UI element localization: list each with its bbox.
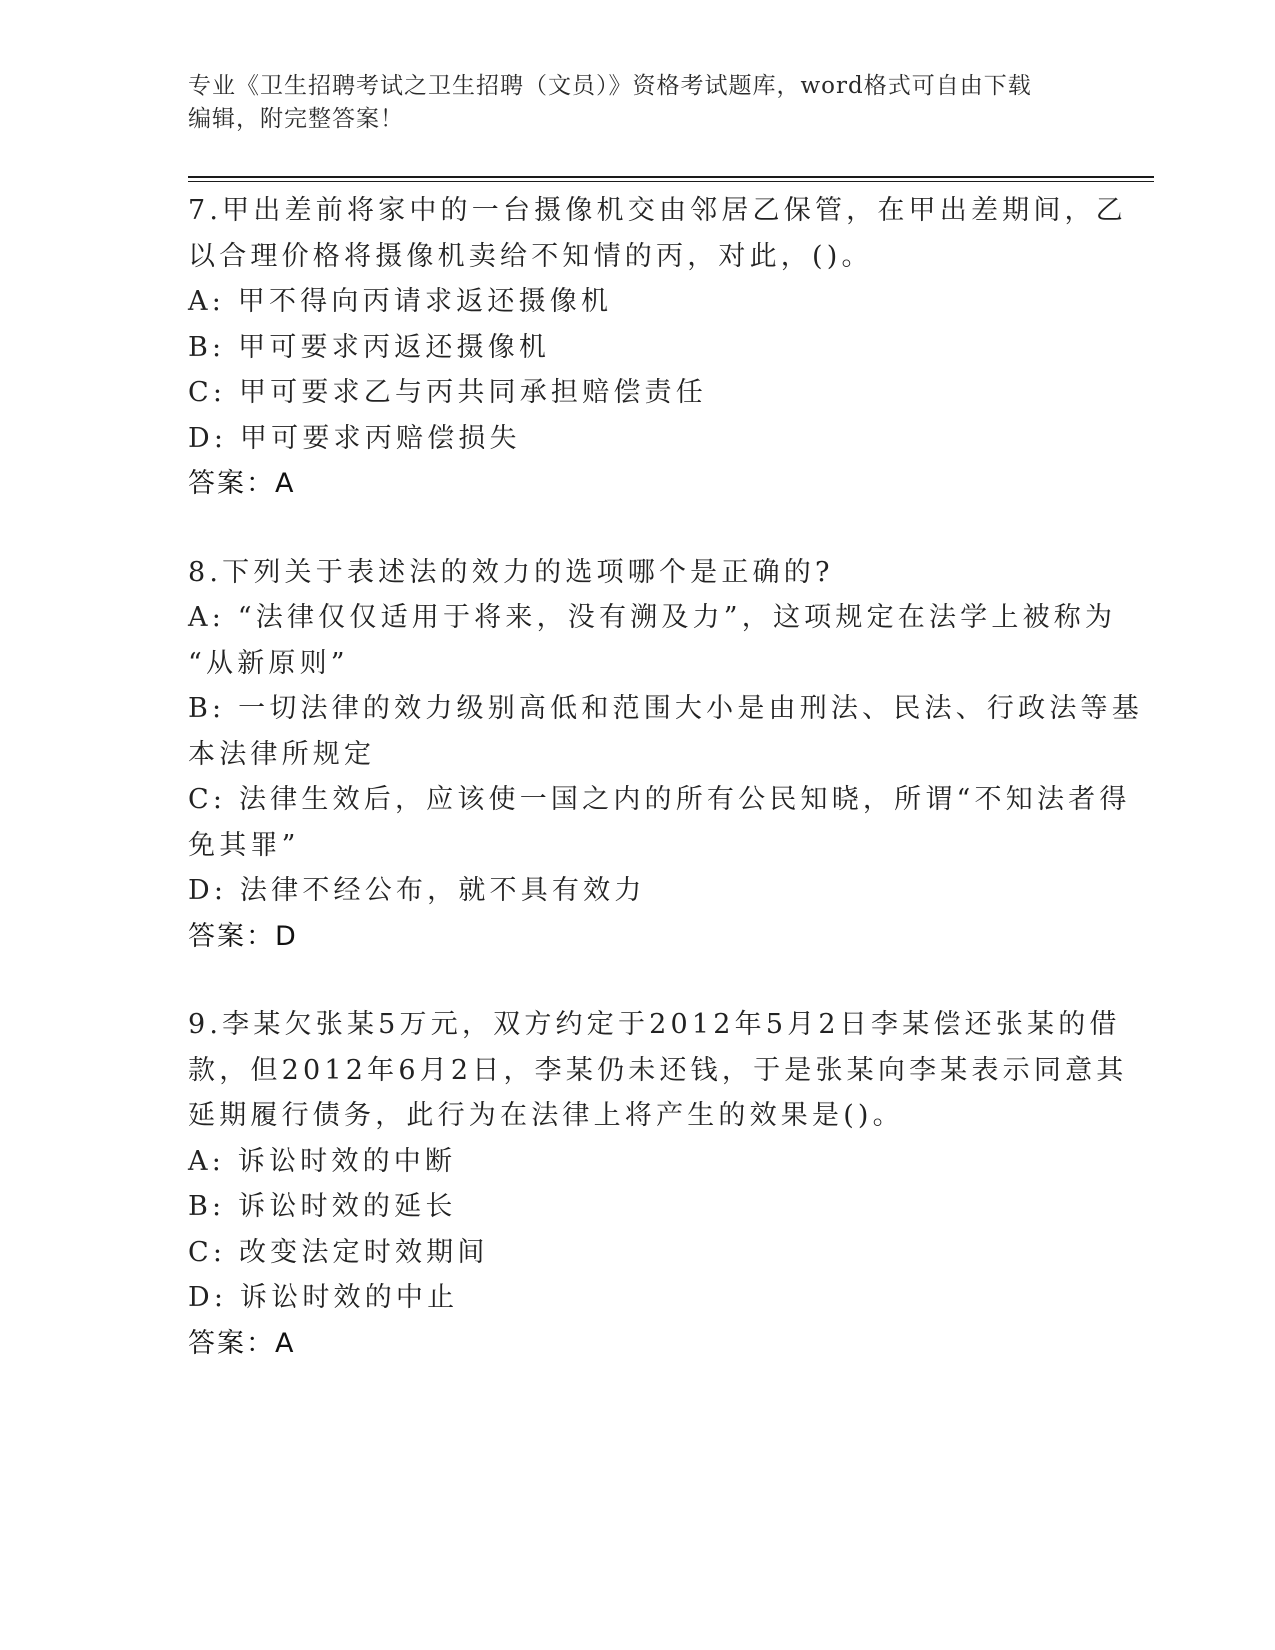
question-stem-line: 延期履行债务，此行为在法律上将产生的效果是()。 [188, 1100, 904, 1131]
option-text-line: 本法律所规定 [188, 738, 376, 770]
answer-line: 答案：D [188, 920, 298, 952]
question-stem-line: 款，但2012年6月2日，李某仍未还钱，于是张某向李某表示同意其 [188, 1054, 1128, 1086]
option-text-line: 免其罪” [188, 829, 300, 861]
option-b [188, 1184, 1078, 1230]
header-divider-thick [188, 176, 1154, 178]
option-text: D: 诉讼时效的中止 [188, 1282, 459, 1313]
option-text: D: 甲可要求丙赔偿损失 [188, 422, 521, 454]
question-stem-line: 8.下列关于表述法的效力的选项哪个是正确的? [188, 556, 834, 588]
answer-line: 答案：A [188, 1327, 296, 1359]
option-d [188, 416, 1078, 462]
question-9 [188, 1002, 1128, 1366]
option-text: A: 诉讼时效的中断 [188, 1145, 457, 1177]
option-a [188, 1139, 1078, 1185]
option-c [188, 1230, 1078, 1276]
option-b [188, 686, 1143, 777]
answer-line: 答案：A [188, 468, 296, 499]
option-b [188, 325, 1078, 371]
option-c [188, 777, 1131, 868]
option-text: A: 甲不得向丙请求返还摄像机 [188, 286, 613, 317]
header-line-1: 专业《卫生招聘考试之卫生招聘（文员）》资格考试题库，word格式可自由下载 [188, 73, 1032, 99]
option-d [188, 1275, 1078, 1321]
header-divider-thin [188, 181, 1154, 182]
header-line-2: 编辑，附完整答案！ [188, 106, 404, 132]
question-list [188, 188, 1143, 1409]
option-a [188, 595, 1117, 686]
option-text-line: C: 法律生效后，应该使一国之内的所有公民知晓，所谓“不知法者得 [188, 784, 1131, 815]
question-stem-line: 以合理价格将摄像机卖给不知情的丙，对此，()。 [188, 240, 873, 272]
option-text: C: 甲可要求乙与丙共同承担赔偿责任 [188, 377, 707, 408]
question-stem-line: 7.甲出差前将家中的一台摄像机交由邻居乙保管，在甲出差期间，乙 [188, 195, 1127, 226]
question-7 [188, 188, 1127, 507]
option-text: B: 甲可要求丙返还摄像机 [188, 331, 551, 363]
option-a [188, 279, 1078, 325]
option-text-line: A: “法律仅仅适用于将来，没有溯及力”，这项规定在法学上被称为 [188, 602, 1117, 633]
option-d [188, 868, 1078, 914]
option-text-line: D: 法律不经公布，就不具有效力 [188, 875, 646, 906]
document-header [188, 70, 1088, 136]
option-text: B: 诉讼时效的延长 [188, 1191, 457, 1222]
option-text-line: “从新原则” [188, 647, 349, 679]
option-text: C: 改变法定时效期间 [188, 1236, 489, 1268]
option-c [188, 370, 1078, 416]
question-8 [188, 550, 1143, 960]
question-stem-line: 9.李某欠张某5万元，双方约定于2012年5月2日李某偿还张某的借 [188, 1009, 1121, 1040]
option-text-line: B: 一切法律的效力级别高低和范围大小是由刑法、民法、行政法等基 [188, 693, 1143, 724]
